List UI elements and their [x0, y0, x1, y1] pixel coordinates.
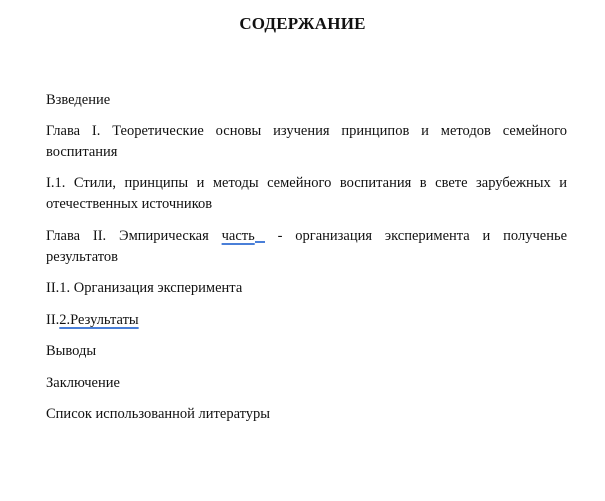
toc-entry-conclusions — [46, 341, 567, 362]
toc-entry-conclusion — [46, 373, 567, 394]
toc-entry-text-start: II. — [46, 312, 60, 328]
toc-entry-text: Глава I. Теоретические основы изучения принципов и методов семейного воспитания — [46, 123, 567, 160]
toc-entry-chapter-2 — [46, 226, 567, 268]
spellcheck-underlined-word[interactable]: часть — [221, 228, 255, 244]
toc-entry-text: Заключение — [46, 375, 120, 391]
spellcheck-underline-gap — [255, 240, 265, 243]
toc-entry-text: I.1. Стили, принципы и методы семейного воспитания в свете зарубежных и отечественных источников — [46, 175, 567, 212]
toc-entry-bibliography — [46, 404, 567, 425]
toc-entry-text: Список использованной литературы — [46, 406, 271, 422]
toc-entry-text: II.1. Организация эксперимента — [46, 280, 243, 296]
page-title: СОДЕРЖАНИЕ — [239, 14, 366, 33]
toc-entry-text: Выводы — [46, 343, 97, 359]
toc-entry-section-2-2 — [46, 310, 567, 331]
spellcheck-underlined-word[interactable]: 2.Результаты — [59, 312, 139, 328]
toc-entry-text: Взведение — [46, 92, 111, 108]
toc-entry-section-1-1 — [46, 173, 567, 215]
toc-entry-introduction — [46, 90, 567, 111]
toc-entry-section-2-1 — [46, 278, 567, 299]
toc-entry-text-start: Глава II. Эмпирическая — [46, 228, 209, 244]
toc-entry-chapter-1 — [46, 121, 567, 163]
toc-entry-text-end: - организация эксперимента и полученье результатов — [46, 228, 567, 265]
